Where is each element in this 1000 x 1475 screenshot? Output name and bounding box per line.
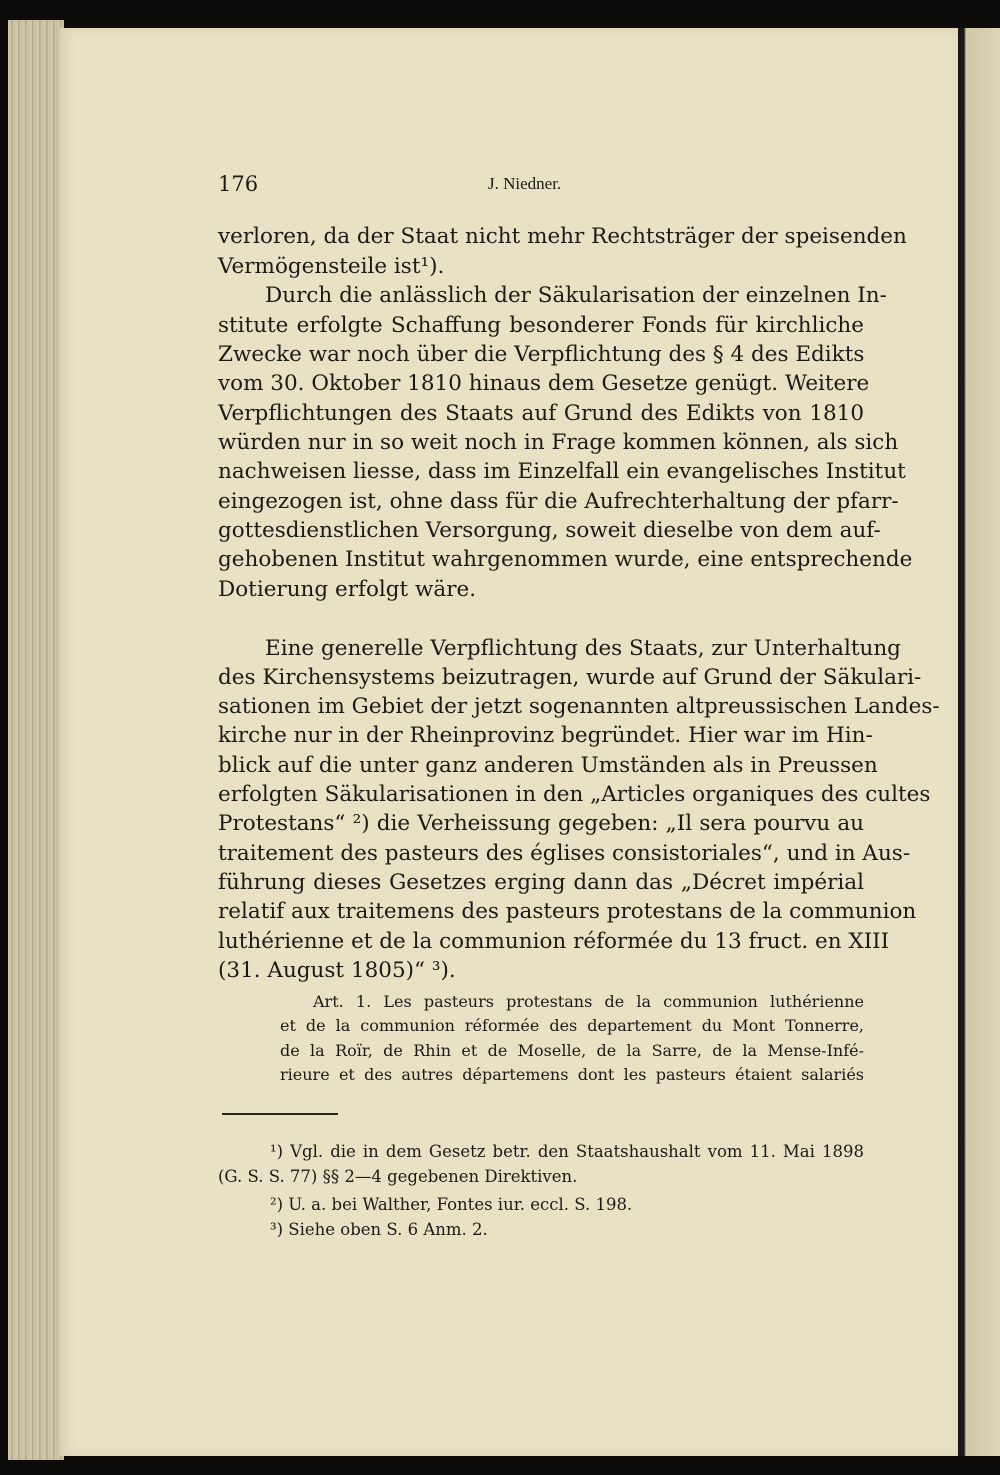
text-line: blick auf die unter ganz anderen Umständen als in Preussen — [218, 753, 878, 778]
running-head: J. Niedner. — [488, 174, 562, 193]
page-header — [218, 170, 864, 204]
text-line: relatif aux traitemens des pasteurs protestans de la communion — [218, 899, 917, 924]
text-line: gottesdienstlichen Versorgung, soweit dieselbe von dem auf- — [218, 518, 881, 543]
text-line: kirche nur in der Rheinprovinz begründet. Hier war im Hin- — [218, 723, 873, 748]
quote-line: Art. 1. Les pasteurs protestans de la communion luthérienne — [313, 992, 864, 1011]
footnote-line: (G. S. S. 77) §§ 2—4 gegebenen Direktiven. — [218, 1167, 578, 1186]
text-line: nachweisen liesse, dass im Einzelfall ein evangelisches Institut — [218, 459, 906, 484]
text-line: erfolgten Säkularisationen in den „Articles organiques des cultes — [218, 782, 931, 807]
text-line: Verpflichtungen des Staats auf Grund des Edikts von 1810 — [218, 401, 864, 426]
text-line: Eine generelle Verpflichtung des Staats, zur Unterhaltung — [265, 636, 901, 661]
text-line: würden nur in so weit noch in Frage kommen können, als sich — [218, 430, 899, 455]
text-line: Dotierung erfolgt wäre. — [218, 577, 477, 602]
quote-line: et de la communion réformée des departement du Mont Tonnerre, — [280, 1016, 864, 1035]
text-line: Zwecke war noch über die Verpflichtung des § 4 des Edikts — [218, 342, 865, 367]
facing-page-edge — [958, 28, 1000, 1456]
text-line: sationen im Gebiet der jetzt sogenannten altpreussischen Landes- — [218, 694, 940, 719]
text-line: vom 30. Oktober 1810 hinaus dem Gesetze genügt. Weitere — [218, 371, 870, 396]
quote-line: rieure et des autres départemens dont les pasteurs étaient salariés — [280, 1065, 864, 1084]
text-line: des Kirchensystems beizutragen, wurde auf Grund der Säkulari- — [218, 665, 922, 690]
text-line: stitute erfolgte Schaffung besonderer Fonds für kirchliche — [218, 313, 864, 338]
footnote-line: ²) U. a. bei Walther, Fontes iur. eccl. S. 198. — [270, 1195, 633, 1214]
text-line: eingezogen ist, ohne dass für die Aufrechterhaltung der pfarr- — [218, 489, 899, 514]
page-number: 176 — [218, 172, 259, 196]
text-line: Durch die anlässlich der Säkularisation der einzelnen In- — [265, 283, 887, 308]
text-line: gehobenen Institut wahrgenommen wurde, eine entsprechende — [218, 547, 913, 572]
text-line: verloren, da der Staat nicht mehr Rechtsträger der speisenden — [218, 224, 907, 249]
quote-line: de la Roïr, de Rhin et de Moselle, de la Sarre, de la Mense-Infé- — [280, 1041, 864, 1060]
book-page-edges — [8, 20, 64, 1460]
text-line: führung dieses Gesetzes erging dann das „Décret impérial — [218, 870, 864, 895]
text-line: Vermögensteile ist¹). — [218, 254, 445, 279]
text-line: (31. August 1805)“ ³). — [218, 958, 456, 983]
footnote-divider — [222, 1113, 338, 1115]
footnote-line: ¹) Vgl. die in dem Gesetz betr. den Staatshaushalt vom 11. Mai 1898 — [270, 1142, 864, 1161]
text-line: traitement des pasteurs des églises consistoriales“, und in Aus- — [218, 841, 911, 866]
text-line: Protestans“ ²) die Verheissung gegeben: „Il sera pourvu au — [218, 811, 864, 836]
footnote-line: ³) Siehe oben S. 6 Anm. 2. — [270, 1220, 488, 1239]
text-line: luthérienne et de la communion réformée du 13 fruct. en XIII — [218, 929, 890, 954]
